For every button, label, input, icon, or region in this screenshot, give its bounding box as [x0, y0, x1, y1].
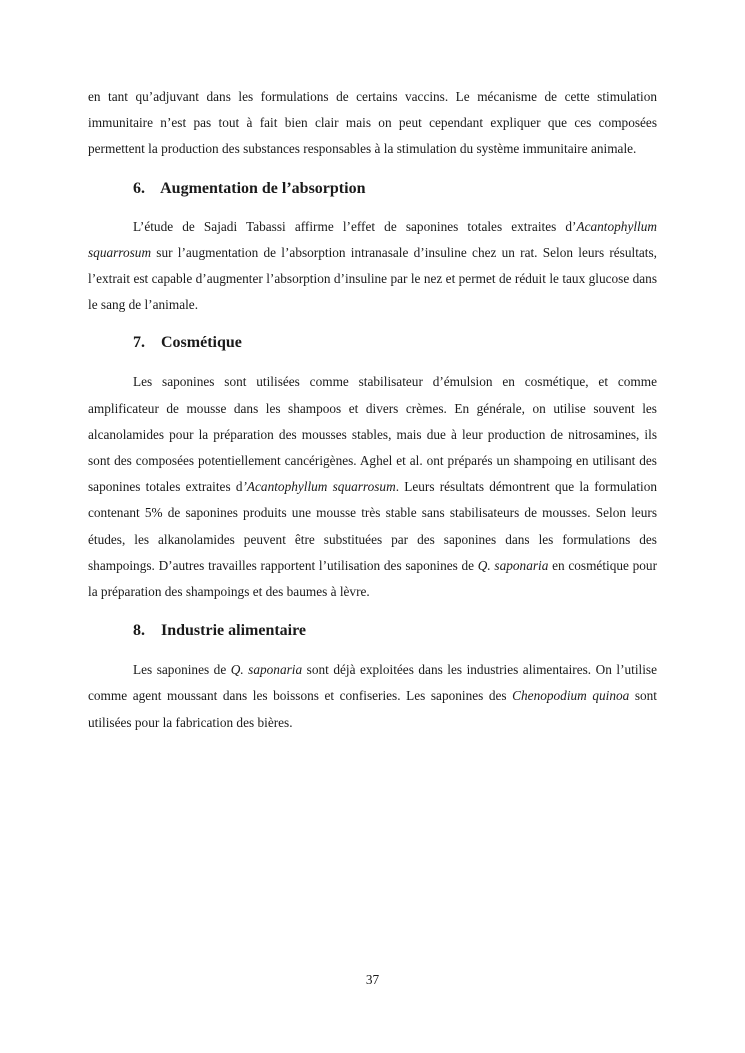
section-8-text-b: sont déjà exploitées dans les industries alimentaires. On l’utilise comme agent moussant dans les boissons et confiseries. Les saponines des	[88, 662, 658, 704]
section-8-title: Industrie alimentaire	[161, 622, 307, 640]
section-8-number: 8.	[133, 622, 145, 640]
section-6-paragraph	[88, 214, 657, 319]
section-7-species-name: ’Acantophyllum squarrosum	[242, 479, 396, 495]
section-6-title: Augmentation de l’absorption	[160, 179, 366, 197]
section-7-number: 7.	[133, 334, 145, 352]
intro-paragraph	[88, 84, 657, 163]
section-7-text-c: en cosmétique pour la préparation des shampoings et des baumes à lèvre.	[88, 557, 658, 600]
section-6-text-a: L’étude de Sajadi Tabassi affirme l’effet de saponines totales extraites d’	[133, 218, 577, 234]
section-8-species-name-2: Chenopodium quinoa	[512, 688, 630, 704]
section-8-species-name: Q. saponaria	[230, 662, 303, 678]
document-page	[88, 84, 657, 736]
section-8-paragraph	[88, 657, 657, 736]
section-7-species-name-2: Q. saponaria	[477, 557, 549, 573]
page-number: 37	[365, 972, 380, 987]
section-7-title: Cosmétique	[161, 334, 242, 352]
section-6-text-b: sur l’augmentation de l’absorption intranasale d’insuline chez un rat. Selon leurs résultats, l’extrait est capable d’augmenter l’absorption d’insuline par le nez et permet de réduit le taux glucose dans le sang de l’animale.	[88, 244, 657, 313]
section-8-heading	[88, 618, 657, 644]
section-8-text-a: Les saponines de	[133, 662, 231, 678]
section-7-text-a: Les saponines sont utilisées comme stabilisateur d’émulsion en cosmétique, et comme amplificateur de mousse dans les shampoos et divers crèmes. En générale, on utilise souvent les alcanolamides pour la préparation des mousses stables, mais due à leur production de nitrosamines, ils sont des composées potentiellement cancérigènes. Aghel et al. ont préparés un shampoing en utilisant des saponines totales extraites d	[88, 374, 657, 495]
section-7-text-b: . Leurs résultats démontrent que la formulation contenant 5% de saponines produits une mousse très stable sans stabilisateurs de mousses. Selon leurs études, les alkanolamides peuvent être substituées par des saponines dans les formulations des shampoings. D’autres travailles rapportent l’utilisation des saponines de	[88, 479, 657, 573]
section-6-number: 6.	[133, 179, 145, 197]
intro-text: en tant qu’adjuvant dans les formulations de certains vaccins. Le mécanisme de cette stimulation immunitaire n’est pas tout à fait bien clair mais on peut cependant expliquer que ces composées permettent la production des substances responsables à la stimulation du système immunitaire animale.	[88, 89, 657, 157]
section-6-heading	[88, 176, 657, 202]
section-7-heading	[88, 330, 657, 356]
section-7-paragraph	[88, 369, 657, 605]
section-8-text-c: sont utilisées pour la fabrication des bières.	[88, 688, 657, 730]
section-6-species-name: Acantophyllum squarrosum	[88, 218, 657, 260]
